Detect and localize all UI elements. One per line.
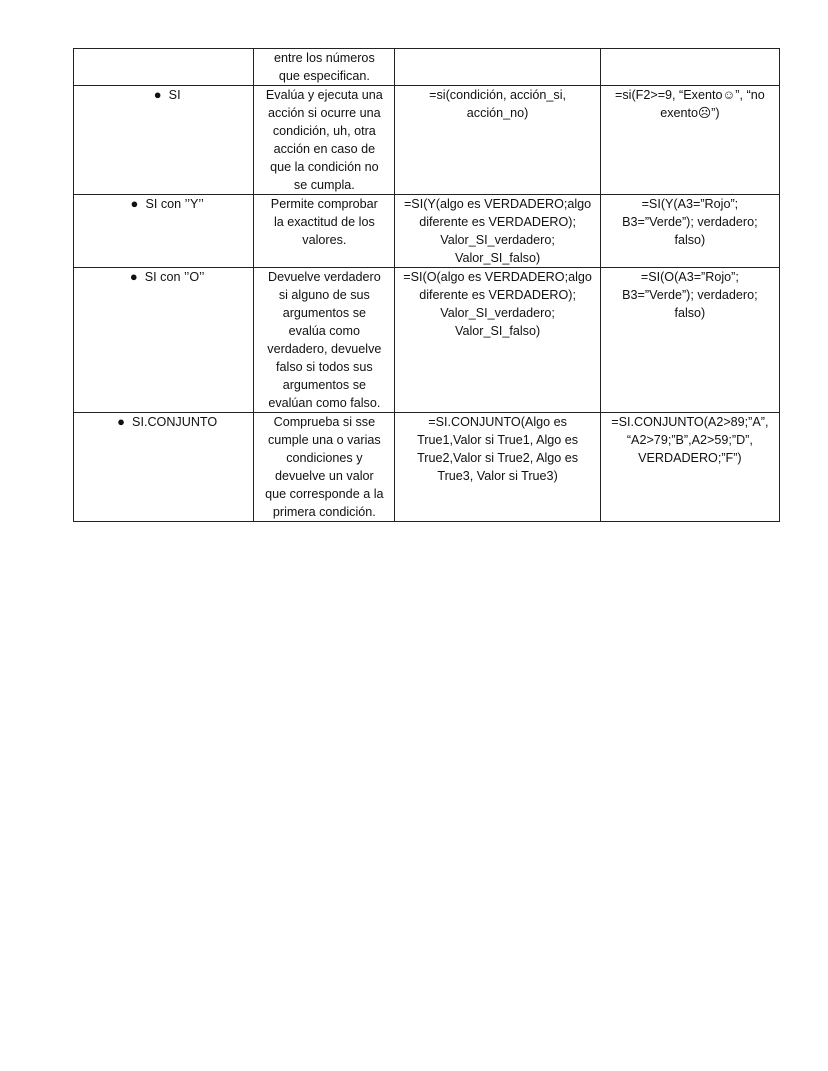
description-cell — [254, 195, 395, 268]
syntax-cell — [395, 195, 600, 268]
description-cell — [254, 413, 395, 522]
table-row — [74, 86, 780, 195]
function-name: SI con ’’O’’ — [144, 270, 205, 284]
example-cell — [600, 195, 779, 268]
function-name: SI.CONJUNTO — [132, 415, 218, 429]
description-cell — [254, 268, 395, 413]
table-row — [74, 49, 780, 86]
table-row — [74, 195, 780, 268]
description-cell — [254, 86, 395, 195]
syntax-cell — [395, 413, 600, 522]
syntax-text: =SI.CONJUNTO(Algo es True1,Valor si True1, Algo es True2,Valor si True2, Algo es True3, Valor si True3) — [417, 415, 579, 483]
functions-table — [73, 48, 780, 522]
syntax-text: =SI(Y(algo es VERDADERO;algo diferente es VERDADERO); Valor_SI_verdadero; Valor_SI_falso) — [403, 197, 592, 265]
description-cell — [254, 49, 395, 86]
syntax-cell — [395, 49, 600, 86]
example-cell — [600, 49, 779, 86]
example-text: =SI.CONJUNTO(A2>89;”A”, “A2>79;”B”,A2>59;”D”, VERDADERO;”F”) — [611, 415, 769, 465]
example-cell — [600, 413, 779, 522]
syntax-cell — [395, 268, 600, 413]
function-name-cell — [74, 195, 254, 268]
function-name-cell — [74, 413, 254, 522]
example-text: =SI(Y(A3=”Rojo”; B3=”Verde”); verdadero; falso) — [622, 197, 758, 247]
bullet-icon: ● — [117, 414, 125, 429]
table-row — [74, 268, 780, 413]
function-name-cell — [74, 86, 254, 195]
syntax-text: =SI(O(algo es VERDADERO;algo diferente es VERDADERO); Valor_SI_verdadero; Valor_SI_falso) — [403, 270, 592, 338]
description-text: Evalúa y ejecuta una acción si ocurre una condición, uh, otra acción en caso de que la condición no se cumpla. — [265, 88, 383, 192]
example-text: =si(F2>=9, “Exento☺”, “no exento☹”) — [615, 88, 765, 120]
description-text: entre los números que especifican. — [273, 51, 375, 83]
function-name-cell — [74, 268, 254, 413]
bullet-icon: ● — [130, 196, 139, 211]
description-text: Devuelve verdadero si alguno de sus argumentos se evalúa como verdadero, devuelve falso si todos sus argumentos se evalúan como falso. — [267, 270, 382, 410]
example-text: =SI(O(A3=”Rojo”; B3=”Verde”); verdadero; falso) — [622, 270, 758, 320]
description-text: Permite comprobar la exactitud de los valores. — [270, 197, 378, 247]
bullet-icon: ● — [153, 87, 162, 102]
example-cell — [600, 86, 779, 195]
syntax-cell — [395, 86, 600, 195]
function-name-cell — [74, 49, 254, 86]
table-row — [74, 413, 780, 522]
syntax-text: =si(condición, acción_si, acción_no) — [429, 88, 566, 120]
function-name: SI — [168, 88, 181, 102]
bullet-icon: ● — [129, 269, 138, 284]
function-name: SI con ’’Y’’ — [145, 197, 204, 211]
description-text: Comprueba si sse cumple una o varias condiciones y devuelve un valor que corresponde a la primera condición. — [265, 415, 384, 519]
example-cell — [600, 268, 779, 413]
